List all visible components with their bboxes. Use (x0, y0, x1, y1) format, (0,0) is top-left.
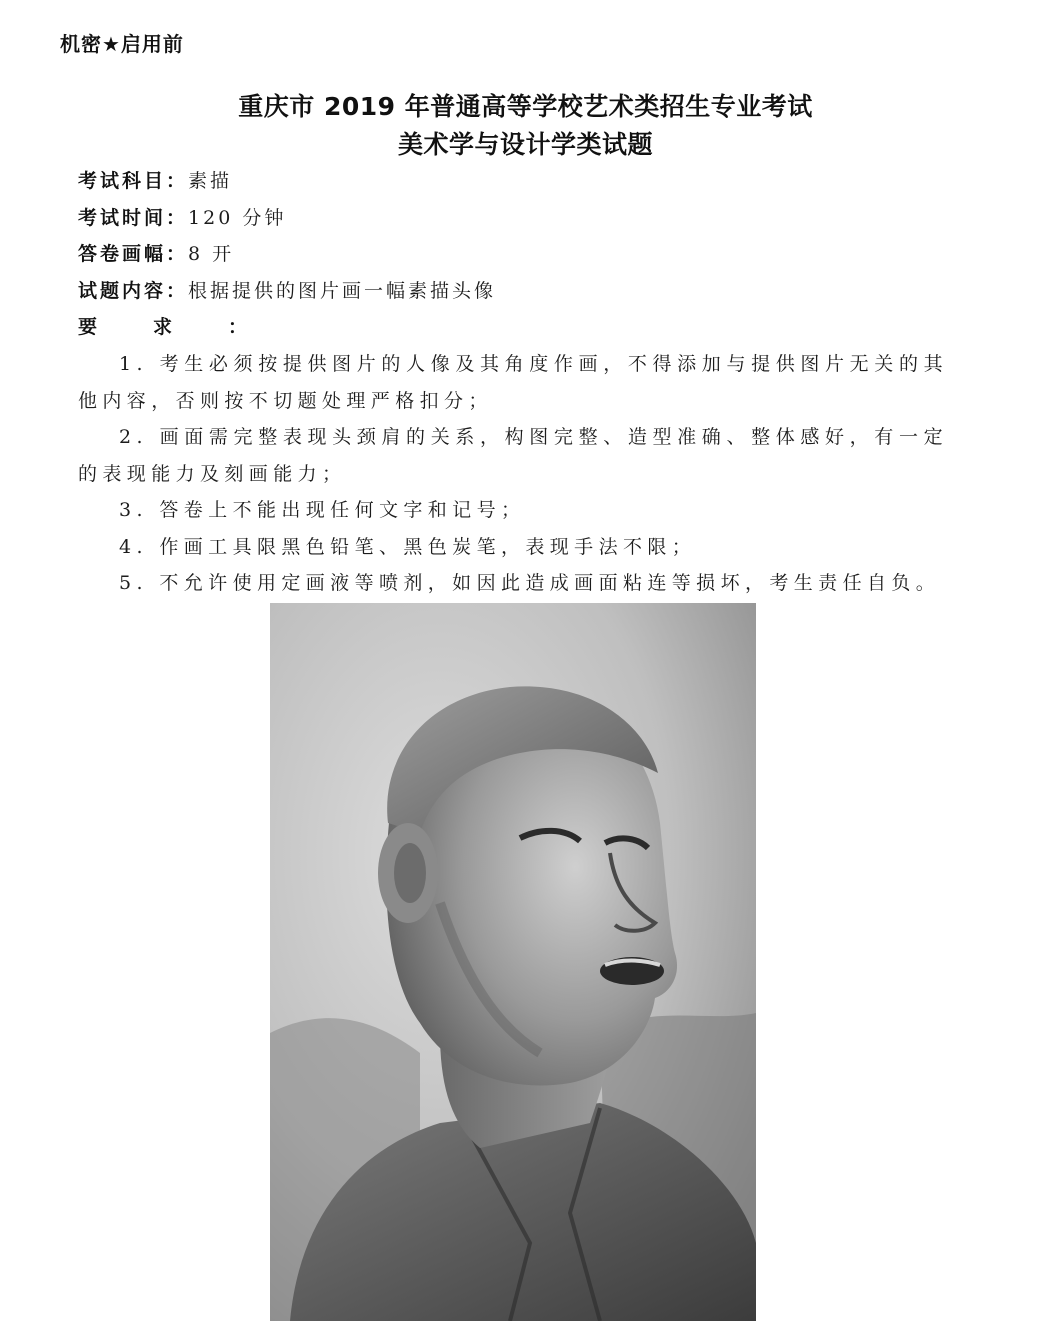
info-label: 考试科目： (78, 170, 189, 192)
info-row-duration (78, 203, 978, 240)
portrait-photo (270, 603, 756, 1321)
exam-title-line-2: 美术学与设计学类试题 (397, 130, 653, 159)
info-value: 素描 (188, 170, 233, 192)
info-value: 120 分钟 (188, 206, 287, 229)
requirement-item: 2. 画面需完整表现头颈肩的关系，构图完整、造型准确、整体感好，有一定的表现能力及刻画能力； (78, 426, 948, 485)
info-value: 根据提供的图片画一幅素描头像 (188, 279, 497, 302)
portrait-photo-icon (270, 603, 756, 1321)
info-row-paper-size (78, 239, 978, 276)
confidential-label: 机密★启用前 (60, 32, 184, 56)
info-label: 答卷画幅： (78, 243, 189, 265)
exam-title (0, 88, 1051, 164)
requirement-item: 3. 答卷上不能出现任何文字和记号； (119, 499, 526, 521)
requirement-item: 1. 考生必须按提供图片的人像及其角度作画，不得添加与提供图片无关的其他内容，否则按不切题处理严格扣分； (78, 353, 948, 412)
requirements-list (78, 346, 948, 602)
exam-title-line-1: 重庆市 2019 年普通高等学校艺术类招生专业考试 (238, 92, 813, 121)
info-label: 试题内容： (78, 279, 189, 302)
info-label: 考试时间： (78, 206, 189, 229)
info-row-content (78, 276, 978, 313)
requirement-item: 5. 不允许使用定画液等喷剂，如因此造成画面粘连等损坏，考生责任自负。 (119, 572, 941, 594)
exam-info (78, 166, 978, 349)
info-row-requirements (78, 312, 978, 349)
requirements-label: 要求： (78, 316, 304, 338)
info-row-subject (78, 166, 978, 203)
requirement-item: 4. 作画工具限黑色铅笔、黑色炭笔，表现手法不限； (119, 535, 697, 558)
info-value: 8 开 (188, 243, 235, 265)
